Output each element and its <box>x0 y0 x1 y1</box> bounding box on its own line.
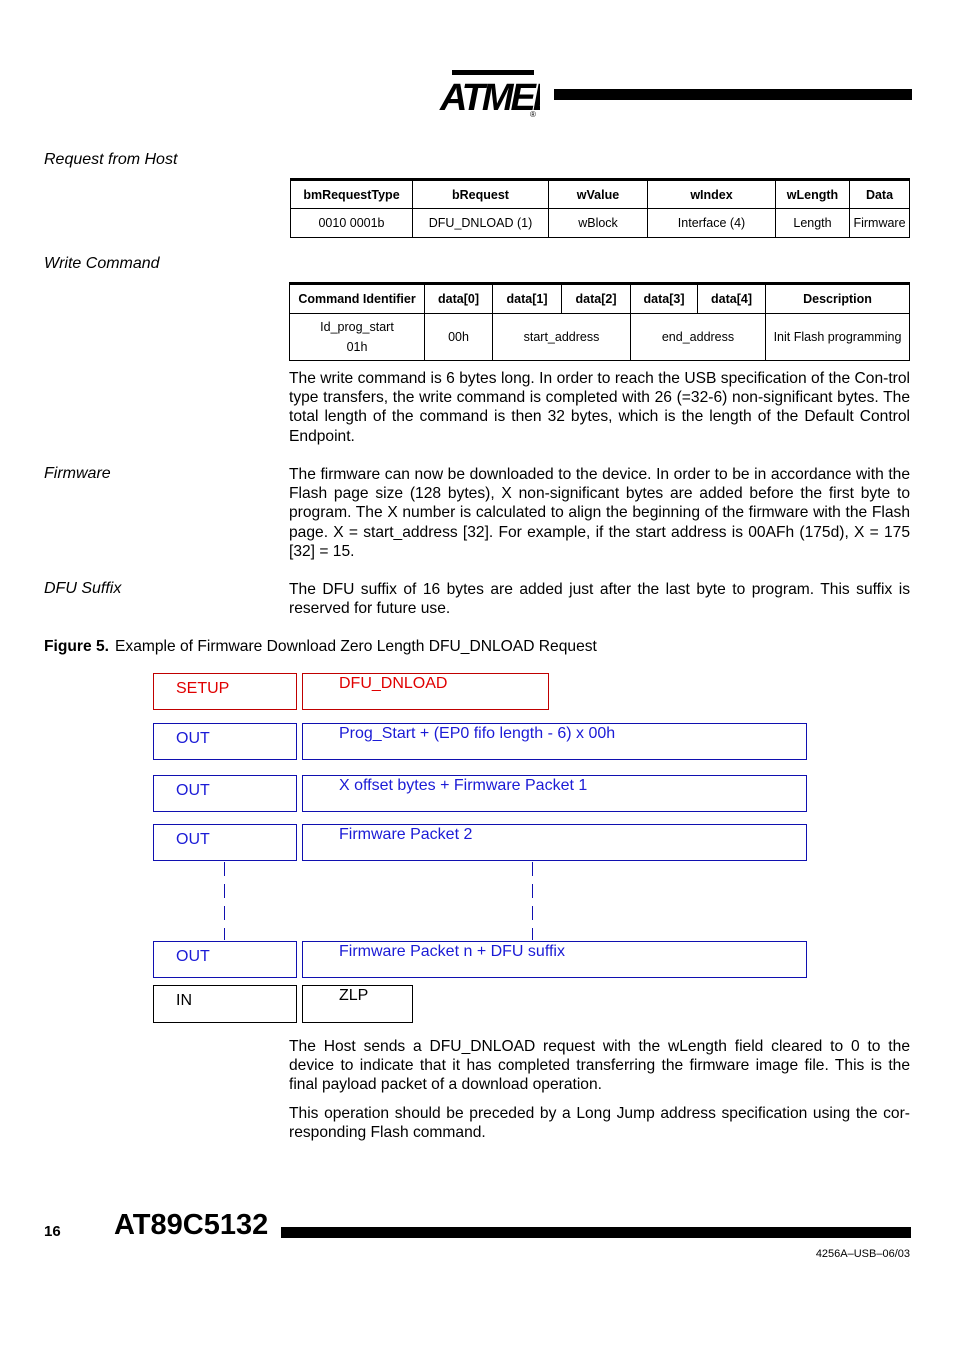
out-pid-box-2: OUT <box>153 775 297 812</box>
cell-data: Firmware <box>850 209 910 238</box>
command-id-code: 01h <box>346 340 368 354</box>
request-from-host-table <box>290 178 910 238</box>
product-title: AT89C5132 <box>114 1209 269 1241</box>
command-id-name: Id_prog_start <box>320 320 394 334</box>
closing-paragraph-1: The Host sends a DFU_DNLOAD request with the wLength field cleared to 0 to the device to indicate that it has completed transferring the firmware image file. This is the final payload packet of a download operation. <box>289 1038 910 1094</box>
firmware-label: Firmware <box>44 465 111 482</box>
continuation-dash-left <box>224 862 225 940</box>
document-reference: 4256A–USB–06/03 <box>815 1248 910 1260</box>
col-bmrequesttype: bmRequestType <box>291 180 413 209</box>
write-command-paragraph: The write command is 6 bytes long. In order to reach the USB specification of the Con-trol type transfers, the write command is completed with 26 (=32-6) non-significant bytes. The total length of the command is then 32 bytes, which is the length of the Default Control Endpoint. <box>289 370 910 445</box>
cell-data0: 00h <box>425 314 493 361</box>
cell-bmrequesttype: 0010 0001b <box>291 209 413 238</box>
out-payload-box-n: Firmware Packet n + DFU suffix <box>302 941 807 978</box>
table-row <box>291 209 910 238</box>
col-data0: data[0] <box>425 284 493 314</box>
figure-caption <box>44 638 597 656</box>
dfu-suffix-label: DFU Suffix <box>44 580 122 597</box>
col-wvalue: wValue <box>549 180 648 209</box>
figure-title: Example of Firmware Download Zero Length DFU_DNLOAD Request <box>115 638 597 655</box>
atmel-logo <box>438 68 540 118</box>
setup-pid-box: SETUP <box>153 673 297 710</box>
zlp-payload-box: ZLP <box>302 985 413 1023</box>
col-windex: wIndex <box>648 180 776 209</box>
atmel-logo-graphic <box>438 68 540 118</box>
cell-windex: Interface (4) <box>648 209 776 238</box>
cell-wvalue: wBlock <box>549 209 648 238</box>
out-pid-box-3: OUT <box>153 824 297 861</box>
out-payload-box-3: Firmware Packet 2 <box>302 824 807 861</box>
table-row <box>290 314 910 361</box>
write-command-table <box>289 282 910 361</box>
out-pid-box-1: OUT <box>153 723 297 760</box>
footer-rule <box>281 1227 911 1238</box>
continuation-dash-right <box>532 862 533 940</box>
col-data2: data[2] <box>562 284 631 314</box>
closing-paragraph-2: This operation should be preceded by a Long Jump address specification using the cor-responding Flash command. <box>289 1105 910 1142</box>
figure-number: Figure 5. <box>44 638 109 655</box>
col-command-identifier: Command Identifier <box>290 284 425 314</box>
col-data3: data[3] <box>631 284 698 314</box>
logo-text: ATME <box>440 77 533 118</box>
col-wlength: wLength <box>776 180 850 209</box>
cell-start-address: start_address <box>493 314 631 361</box>
out-pid-box-n: OUT <box>153 941 297 978</box>
col-data4: data[4] <box>698 284 766 314</box>
request-from-host-label: Request from Host <box>44 151 178 168</box>
firmware-paragraph: The firmware can now be downloaded to the device. In order to be in accordance with the Flash page size (128 bytes), X non-significant bytes are added before the first byte to program. The X number is calculated to align the beginning of the firmware with the Flash page. X = start_address [32]. For example, if the start address is 00AFh (175d), X = 175 [32] = 15. <box>289 466 910 560</box>
out-payload-box-1: Prog_Start + (EP0 fifo length - 6) x 00h <box>302 723 807 760</box>
registered-mark: ® <box>530 110 536 118</box>
in-pid-box: IN <box>153 985 297 1023</box>
cell-end-address: end_address <box>631 314 766 361</box>
col-data1: data[1] <box>493 284 562 314</box>
setup-payload-box: DFU_DNLOAD <box>302 673 549 710</box>
col-brequest: bRequest <box>413 180 549 209</box>
col-description: Description <box>766 284 910 314</box>
cell-command-identifier <box>290 314 425 361</box>
cell-description: Init Flash programming <box>766 314 910 361</box>
out-payload-box-2: X offset bytes + Firmware Packet 1 <box>302 775 807 812</box>
write-command-label: Write Command <box>44 255 160 272</box>
cell-wlength: Length <box>776 209 850 238</box>
page-number: 16 <box>44 1223 61 1240</box>
col-data: Data <box>850 180 910 209</box>
header-rule <box>554 89 912 100</box>
dfu-suffix-paragraph: The DFU suffix of 16 bytes are added just after the last byte to program. This suffix is reserved for future use. <box>289 581 910 618</box>
cell-brequest: DFU_DNLOAD (1) <box>413 209 549 238</box>
